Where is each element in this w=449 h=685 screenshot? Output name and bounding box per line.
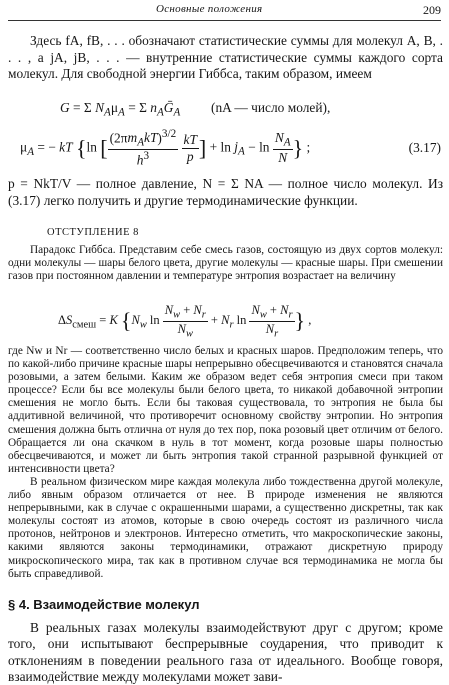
digression-conclusion: В реальном физическом мире каждая молекула либо тождественна другой молекуле, либо явным образом отличается от нее. В природе изменения не являются непрерывными, как в случае с окрашенными шарами, а существенно дискретны, так как молекулы состоят из атомов, которые в свою очередь состоят из различного числа протонов, нейтронов и электронов. Интересно отметить, что макроскопические законы, какими являются законы термодинамики, отражают дискретную природу микроскопического мира, так как в противном случае вся термодинамика не могла бы быть справедливой. [8, 476, 443, 580]
digression-body: где Nw и Nr — соответственно число белых и красных шаров. Предположим теперь, что по какой-либо причине красные шары непрерывно обесцвечиваются и становятся сначала розовыми, а затем белыми. Каким же образом ведет себя энтропия смеси при таком процессе? Если бы все молекулы были белого цвета, то никакой добавочной энтропии смешения не могло быть. Если бы таковая существовала, то энтропия не была бы аддитивной величиной, что противоречит основному свойству энтропии. Но энтропия смешения должна быть отлична от нуля до тех пор, пока розовый цвет отличим от белого. Обращается ли она скачком в нуль в тот момент, когда розовые шары полностью обесцвечиваются, и может ли быть энтропия такой странной разрывной функцией от интенсивности цвета? [8, 345, 443, 475]
moles-note: (nA — число молей), [210, 100, 331, 115]
running-title: Основные положения [156, 3, 263, 15]
mixing-entropy-equation: $\Delta S_{смеш} = K$ {$N_w$ ln $\frac{N_w + N_r}{N_w}$ + $N_r$ ln $\frac{N_w + N_r}{N_r}$ } , [58, 303, 312, 339]
running-header [8, 3, 441, 21]
section-paragraph: В реальных газах молекулы взаимодействуют друг с другом; кроме того, они испытывают беспрерывные соударения, что приводит к отклонениям в поведении реального газа от идеального. Вообще говоря, взаимодействие между молекулами может зави- [8, 620, 443, 684]
chemical-potential-equation: $\mu_A$ = − kT {ln [ $\frac{(2\pi m_AkT)^{3/2}}{h^3}$ $\frac{kT}{p}$ ] + $\ln j_A - \ln$ $\frac{N_A}{N}$ } ; [20, 128, 311, 168]
digression-heading: ОТСТУПЛЕНИЕ 8 [47, 227, 139, 238]
digression-intro: Парадокс Гиббса. Представим себе смесь газов, состоящую из двух сортов молекул: одни молекулы — шары белого цвета, другие молекулы — красные шары. При смешении газов при постоянном давлении и температуре энтропия возрастает на величину [8, 244, 443, 283]
gibbs-energy-equation: G = Σ $N_A\mu_A = \Sigma$ $n_AḠ_A$ (nA — число молей), [60, 100, 331, 119]
equation-number: (3.17) [408, 140, 441, 155]
page-number: 209 [423, 3, 441, 17]
section-title: § 4. Взаимодействие молекул [8, 597, 200, 612]
pressure-paragraph: p = NkT/V — полное давление, N = Σ NA — полное число молекул. Из (3.17) легко получить и другие термодинамические функции. [8, 176, 443, 208]
intro-paragraph: Здесь fA, fB, . . . обозначают статистические суммы для молекул A, B, . . . , а jA, jB, . . . — внутренние статистические суммы каждого сорта молекул. Для свободной энергии Гиббса, таким образом, имеем [8, 33, 443, 82]
